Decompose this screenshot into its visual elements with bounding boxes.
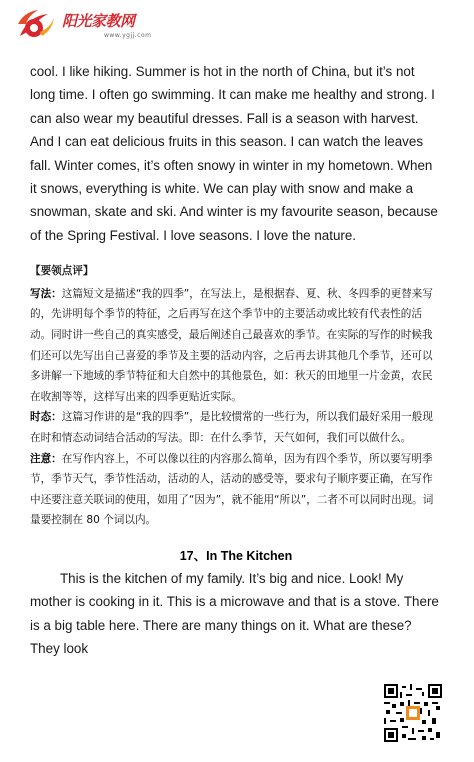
logo-brand-text: 阳光家教网 [62, 12, 135, 30]
qr-code-icon [384, 684, 442, 742]
sun-logo-icon [14, 6, 58, 46]
note-text: 在写作内容上，不可以像以往的内容那么简单，因为有四个季节，所以要写明季节，季节天气，季节性活动，活动的人，活动的感受等，要求句子顺序要正确，在写作中还要注意关联词的使用，如用了“因为”，就不能用“所以”，二者不可以同时出现。词量要控制在 80 个词以内。 [30, 452, 434, 527]
site-logo [14, 6, 214, 48]
tense-label: 时态： [30, 411, 62, 424]
writing-label: 写法： [30, 287, 62, 300]
section-title: 17、In The Kitchen [179, 548, 293, 563]
writing-text: 这篇短文是描述“我的四季”，在写法上，是根据春、夏、秋、冬四季的更替来写的，先讲明每个季节的特征，之后再写在这个季节中的主要活动或比较有代表性的活动。同时讲一些自己的真实感受，最后阐述自己最喜欢的季节。在实际的写作的时候我们还可以先写出自己喜爱的季节及主要的活动内容，之后再去讲其他几个季节，还可以多讲解一下地域的季节特征和大自然中的其他景色，如：秋天的田地里一片金黄，农民在收割等等，这样写出来的四季更贴近实际。 [30, 287, 433, 403]
note-label: 注意： [30, 452, 62, 465]
tense-text: 这篇习作讲的是“我的四季”，是比较惯常的一些行为，所以我们最好采用一般现在时和情态动词结合活动的写法。即：在什么季节，天气如何，我们可以做什么。 [30, 411, 433, 444]
essay-paragraph-2: This is the kitchen of my family. It’s big and nice. Look! My mother is cooking in it. This is a microwave and that is a stove. There is a big table here. There are many things on it. What are these? They look [30, 570, 439, 657]
review-heading: 【要领点评】 [30, 265, 94, 278]
review-tense [30, 407, 442, 448]
essay-paragraph-1: cool. I like hiking. Summer is hot in the north of China, but it’s not long time. I often go swimming. It can make me healthy and strong. I can also wear my beautiful dresses. Fall is a season with harvest. And I can eat delicious fruits in this season. I can watch the leaves fall. Winter comes, it’s often snowy in winter in my hometown. When it snows, everything is white. We can play with snow and make a snowman, skate and ski. And winter is my favourite season, because of the Spring Festival. I love seasons. I love the nature. [30, 64, 438, 243]
page-content [30, 60, 442, 661]
logo-url: www.ygjj.com [104, 32, 152, 39]
review-writing [30, 284, 442, 408]
review-note [30, 449, 442, 531]
